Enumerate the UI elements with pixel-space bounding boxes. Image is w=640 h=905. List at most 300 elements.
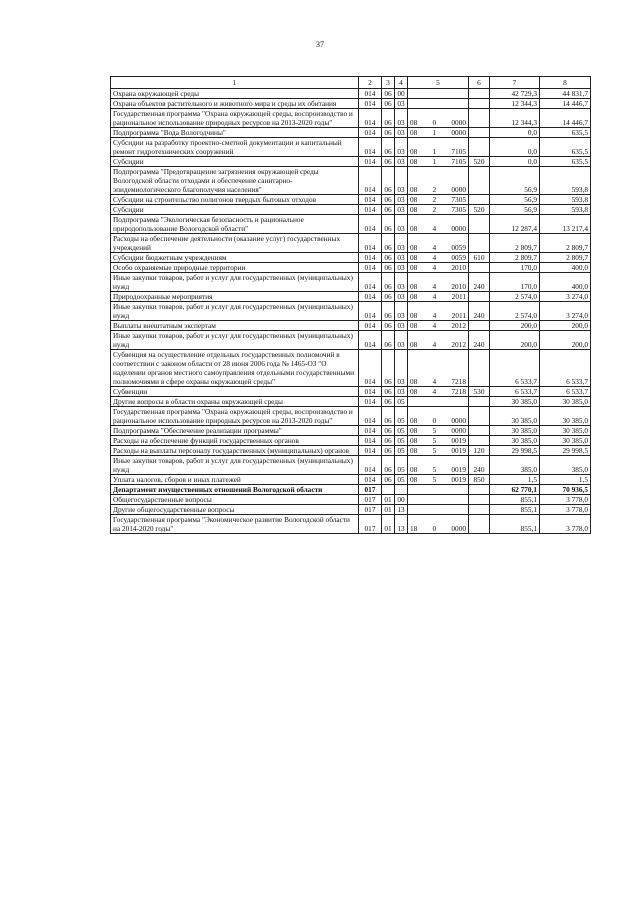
target-article-part: 2012 — [451, 321, 466, 330]
ministry-code: 014 — [359, 331, 382, 350]
target-article-part: 08 — [410, 205, 418, 214]
target-article-part: 08 — [410, 128, 418, 137]
row-name: Иные закупки товаров, работ и услуг для государственных (муниципальных) нужд — [111, 302, 359, 321]
subsection-code: 03 — [395, 234, 408, 253]
row-name: Субсидии — [111, 157, 359, 167]
table-row — [111, 167, 591, 195]
table-row — [111, 426, 591, 436]
target-article-part: 08 — [410, 311, 418, 320]
target-article-part: 0000 — [451, 128, 466, 137]
subsection-code: 03 — [395, 350, 408, 387]
header-cell: 6 — [469, 77, 490, 89]
row-name: Уплата налогов, сборов и иных платежей — [111, 475, 359, 485]
header-cell: 5 — [408, 77, 469, 89]
target-article-code — [408, 331, 469, 350]
section-code: 06 — [382, 195, 395, 205]
amount-2016: 3 778,0 — [540, 495, 591, 505]
target-article-code — [408, 387, 469, 397]
expense-type-code — [469, 407, 490, 426]
target-article-part: 2010 — [451, 263, 466, 272]
section-code: 06 — [382, 205, 395, 215]
amount-2015: 6 533,7 — [490, 350, 540, 387]
target-article-code — [408, 234, 469, 253]
target-article-code — [408, 436, 469, 446]
amount-2015: 56,9 — [490, 205, 540, 215]
row-name: Субсидии на строительство полигонов твердых бытовых отходов — [111, 195, 359, 205]
header-cell: 4 — [395, 77, 408, 89]
expense-type-code — [469, 292, 490, 302]
table-row — [111, 387, 591, 397]
ministry-code: 014 — [359, 138, 382, 157]
amount-2015: 42 729,3 — [490, 89, 540, 99]
section-code: 06 — [382, 426, 395, 436]
table-row — [111, 292, 591, 302]
section-code: 06 — [382, 350, 395, 387]
target-article-part: 2 — [432, 195, 437, 204]
amount-2016: 635,5 — [540, 157, 591, 167]
table-row — [111, 515, 591, 534]
ministry-code: 014 — [359, 446, 382, 456]
target-article-part: 4 — [432, 321, 437, 330]
target-article-code — [408, 456, 469, 475]
row-name: Особо охраняемые природные территории — [111, 263, 359, 273]
target-article-part: 08 — [410, 321, 418, 330]
amount-2016: 593,8 — [540, 167, 591, 195]
target-article-code — [408, 205, 469, 215]
target-article-code — [408, 321, 469, 331]
row-name: Природоохранные мероприятия — [111, 292, 359, 302]
amount-2015: 200,0 — [490, 331, 540, 350]
target-article-part: 7305 — [451, 195, 466, 204]
target-article-part: 08 — [410, 243, 418, 252]
amount-2015: 29 998,5 — [490, 446, 540, 456]
expense-type-code — [469, 99, 490, 109]
target-article-part: 08 — [410, 147, 418, 156]
table-row — [111, 109, 591, 128]
amount-2015: 200,0 — [490, 321, 540, 331]
target-article-code — [408, 407, 469, 426]
header-cell: 8 — [540, 77, 591, 89]
target-article-part: 08 — [410, 377, 418, 386]
target-article-part: 4 — [432, 253, 437, 262]
budget-table — [110, 76, 591, 534]
section-code: 06 — [382, 331, 395, 350]
target-article-part: 2011 — [451, 311, 466, 320]
ministry-code: 014 — [359, 436, 382, 446]
table-row — [111, 505, 591, 515]
row-name: Государственная программа "Охрана окружающей среды, воспроизводство и рациональное использование природных ресурсов на 2013-2020 годы" — [111, 407, 359, 426]
amount-2016: 3 274,0 — [540, 292, 591, 302]
target-article-part: 5 — [432, 436, 437, 445]
section-code: 06 — [382, 138, 395, 157]
table-row — [111, 321, 591, 331]
row-name: Субсидии на разработку проектно-сметной документации и капитальный ремонт гидротехнических сооружений — [111, 138, 359, 157]
subsection-code: 05 — [395, 407, 408, 426]
table-row — [111, 456, 591, 475]
amount-2015: 170,0 — [490, 263, 540, 273]
row-name: Выплаты внештатным экспертам — [111, 321, 359, 331]
expense-type-code: 240 — [469, 273, 490, 292]
target-article-part: 0 — [432, 118, 437, 127]
table-row — [111, 215, 591, 234]
expense-type-code: 610 — [469, 253, 490, 263]
target-article-part: 08 — [410, 465, 418, 474]
section-code: 06 — [382, 157, 395, 167]
ministry-code: 014 — [359, 475, 382, 485]
amount-2016: 2 809,7 — [540, 234, 591, 253]
ministry-code: 017 — [359, 515, 382, 534]
row-name: Подпрограмма "Предотвращение загрязнения окружающей среды Вологодской области отходами и обеспечение санитарно-эпидемиологического благополучия населения" — [111, 167, 359, 195]
amount-2016: 1,5 — [540, 475, 591, 485]
target-article-code — [408, 350, 469, 387]
amount-2016: 44 831,7 — [540, 89, 591, 99]
target-article-part: 0 — [432, 416, 437, 425]
amount-2015: 30 385,0 — [490, 436, 540, 446]
target-article-part: 08 — [410, 253, 418, 262]
target-article-part: 0059 — [451, 243, 466, 252]
target-article-part: 08 — [410, 416, 418, 425]
ministry-code: 017 — [359, 495, 382, 505]
target-article-part: 08 — [410, 436, 418, 445]
table-row — [111, 99, 591, 109]
subsection-code: 05 — [395, 456, 408, 475]
row-name: Другие общегосударственные вопросы — [111, 505, 359, 515]
expense-type-code — [469, 263, 490, 273]
subsection-code: 03 — [395, 331, 408, 350]
amount-2015: 30 385,0 — [490, 426, 540, 436]
amount-2015: 2 574,0 — [490, 292, 540, 302]
amount-2015: 170,0 — [490, 273, 540, 292]
target-article-code — [408, 167, 469, 195]
amount-2016: 13 217,4 — [540, 215, 591, 234]
row-name: Иные закупки товаров, работ и услуг для государственных (муниципальных) нужд — [111, 273, 359, 292]
amount-2015: 56,9 — [490, 195, 540, 205]
expense-type-code — [469, 215, 490, 234]
target-article-part: 0000 — [451, 524, 466, 533]
ministry-code: 014 — [359, 205, 382, 215]
amount-2015: 12 344,3 — [490, 109, 540, 128]
section-code: 06 — [382, 128, 395, 138]
ministry-code: 017 — [359, 485, 382, 495]
target-article-code — [408, 446, 469, 456]
amount-2016: 14 446,7 — [540, 109, 591, 128]
table-row — [111, 128, 591, 138]
section-code: 06 — [382, 99, 395, 109]
target-article-part: 1 — [432, 128, 437, 137]
target-article-code — [408, 475, 469, 485]
row-name: Департамент имущественных отношений Вологодской области — [111, 485, 359, 495]
expense-type-code — [469, 350, 490, 387]
amount-2015: 30 385,0 — [490, 407, 540, 426]
ministry-code: 014 — [359, 167, 382, 195]
target-article-part: 08 — [410, 426, 418, 435]
amount-2015: 855,1 — [490, 515, 540, 534]
target-article-part: 18 — [410, 524, 418, 533]
subsection-code: 03 — [395, 302, 408, 321]
amount-2015: 2 574,0 — [490, 302, 540, 321]
subsection-code: 03 — [395, 263, 408, 273]
target-article-code — [408, 99, 469, 109]
target-article-part: 08 — [410, 224, 418, 233]
expense-type-code — [469, 138, 490, 157]
expense-type-code: 240 — [469, 331, 490, 350]
ministry-code: 014 — [359, 253, 382, 263]
ministry-code: 014 — [359, 321, 382, 331]
target-article-code — [408, 495, 469, 505]
amount-2015: 30 385,0 — [490, 397, 540, 407]
ministry-code: 014 — [359, 350, 382, 387]
target-article-code — [408, 273, 469, 292]
subsection-code: 03 — [395, 157, 408, 167]
target-article-part: 08 — [410, 263, 418, 272]
subsection-code: 05 — [395, 475, 408, 485]
section-code: 06 — [382, 475, 395, 485]
target-article-part: 08 — [410, 292, 418, 301]
row-name: Другие вопросы в области охраны окружающей среды — [111, 397, 359, 407]
expense-type-code — [469, 485, 490, 495]
row-name: Субсидии — [111, 205, 359, 215]
target-article-code — [408, 157, 469, 167]
section-code: 06 — [382, 321, 395, 331]
amount-2015: 12 287,4 — [490, 215, 540, 234]
target-article-code — [408, 89, 469, 99]
amount-2016: 14 446,7 — [540, 99, 591, 109]
expense-type-code — [469, 89, 490, 99]
target-article-part: 08 — [410, 282, 418, 291]
ministry-code: 014 — [359, 128, 382, 138]
amount-2016: 30 385,0 — [540, 397, 591, 407]
amount-2016: 400,0 — [540, 263, 591, 273]
ministry-code: 014 — [359, 215, 382, 234]
section-code: 06 — [382, 234, 395, 253]
target-article-code — [408, 302, 469, 321]
ministry-code: 017 — [359, 505, 382, 515]
target-article-part: 08 — [410, 446, 418, 455]
expense-type-code — [469, 109, 490, 128]
expense-type-code: 120 — [469, 446, 490, 456]
amount-2015: 56,9 — [490, 167, 540, 195]
target-article-part: 08 — [410, 475, 418, 484]
row-name: Государственная программа "Охрана окружающей среды, воспроизводство и рациональное использование природных ресурсов на 2013-2020 годы" — [111, 109, 359, 128]
target-article-part: 1 — [432, 147, 437, 156]
target-article-part: 0019 — [451, 475, 466, 484]
target-article-part: 08 — [410, 195, 418, 204]
row-name: Подпрограмма "Обеспечение реализации программы" — [111, 426, 359, 436]
section-code: 06 — [382, 387, 395, 397]
target-article-part: 2011 — [451, 292, 466, 301]
expense-type-code — [469, 426, 490, 436]
section-code: 06 — [382, 446, 395, 456]
target-article-part: 4 — [432, 224, 437, 233]
target-article-part: 0019 — [451, 446, 466, 455]
target-article-part: 7218 — [451, 377, 466, 386]
section-code — [382, 485, 395, 495]
target-article-part: 4 — [432, 243, 437, 252]
target-article-part: 5 — [432, 475, 437, 484]
amount-2016: 200,0 — [540, 331, 591, 350]
table-row — [111, 138, 591, 157]
table-row — [111, 157, 591, 167]
row-name: Подпрограмма "Экологическая безопасность и рациональное природопользование Вологодской области" — [111, 215, 359, 234]
target-article-part: 0059 — [451, 253, 466, 262]
row-name: Субвенции — [111, 387, 359, 397]
section-code: 06 — [382, 456, 395, 475]
table-row — [111, 89, 591, 99]
expense-type-code: 520 — [469, 157, 490, 167]
section-code: 06 — [382, 167, 395, 195]
subsection-code: 05 — [395, 397, 408, 407]
amount-2016: 635,5 — [540, 128, 591, 138]
expense-type-code: 850 — [469, 475, 490, 485]
target-article-part: 7218 — [451, 387, 466, 396]
ministry-code: 014 — [359, 456, 382, 475]
table-row — [111, 407, 591, 426]
target-article-code — [408, 292, 469, 302]
subsection-code: 03 — [395, 292, 408, 302]
section-code: 06 — [382, 215, 395, 234]
target-article-part: 0000 — [451, 185, 466, 194]
ministry-code: 014 — [359, 157, 382, 167]
subsection-code: 03 — [395, 253, 408, 263]
section-code: 06 — [382, 109, 395, 128]
section-code: 06 — [382, 273, 395, 292]
target-article-code — [408, 195, 469, 205]
amount-2016: 6 533,7 — [540, 350, 591, 387]
amount-2015: 12 344,3 — [490, 99, 540, 109]
section-code: 01 — [382, 495, 395, 505]
ministry-code: 014 — [359, 99, 382, 109]
target-article-part: 7305 — [451, 205, 466, 214]
row-name: Охрана объектов растительного и животного мира и среды их обитания — [111, 99, 359, 109]
table-row — [111, 485, 591, 495]
row-name: Иные закупки товаров, работ и услуг для государственных (муниципальных) нужд — [111, 331, 359, 350]
table-row — [111, 234, 591, 253]
target-article-part: 2012 — [451, 340, 466, 349]
target-article-code — [408, 109, 469, 128]
amount-2015: 62 770,1 — [490, 485, 540, 495]
target-article-part: 5 — [432, 446, 437, 455]
amount-2016: 385,0 — [540, 456, 591, 475]
subsection-code: 03 — [395, 205, 408, 215]
subsection-code: 03 — [395, 195, 408, 205]
target-article-part: 4 — [432, 292, 437, 301]
ministry-code: 014 — [359, 292, 382, 302]
subsection-code: 05 — [395, 446, 408, 456]
target-article-code — [408, 215, 469, 234]
target-article-part: 0000 — [451, 224, 466, 233]
table-row — [111, 475, 591, 485]
row-name: Государственная программа "Экономическое развитие Вологодской области на 2014-2020 годы" — [111, 515, 359, 534]
target-article-part: 0019 — [451, 436, 466, 445]
target-article-part: 08 — [410, 387, 418, 396]
target-article-part: 2 — [432, 205, 437, 214]
table-row — [111, 495, 591, 505]
header-cell: 1 — [111, 77, 359, 89]
ministry-code: 014 — [359, 407, 382, 426]
row-name: Общегосударственные вопросы — [111, 495, 359, 505]
header-cell: 3 — [382, 77, 395, 89]
amount-2016: 635,5 — [540, 138, 591, 157]
expense-type-code — [469, 195, 490, 205]
amount-2015: 855,1 — [490, 495, 540, 505]
section-code: 06 — [382, 292, 395, 302]
subsection-code: 00 — [395, 495, 408, 505]
target-article-code — [408, 505, 469, 515]
section-code: 01 — [382, 505, 395, 515]
target-article-part: 2 — [432, 185, 437, 194]
expense-type-code: 520 — [469, 205, 490, 215]
target-article-code — [408, 485, 469, 495]
ministry-code: 014 — [359, 109, 382, 128]
row-name: Расходы на обеспечение деятельности (оказание услуг) государственных учреждений — [111, 234, 359, 253]
expense-type-code — [469, 128, 490, 138]
target-article-code — [408, 426, 469, 436]
ministry-code: 014 — [359, 426, 382, 436]
target-article-code — [408, 263, 469, 273]
header-row — [111, 77, 591, 89]
ministry-code: 014 — [359, 263, 382, 273]
amount-2016: 200,0 — [540, 321, 591, 331]
subsection-code: 03 — [395, 138, 408, 157]
amount-2015: 2 809,7 — [490, 234, 540, 253]
target-article-part: 4 — [432, 282, 437, 291]
row-name: Субвенция на осуществление отдельных государственных полномочий в соответствии с законом области от 28 июня 2006 года № 1465-ОЗ "О наделении органов местного самоуправления отдельными государственными полномочиями в сфере охраны окружающей среды" — [111, 350, 359, 387]
row-name: Расходы на обеспечение функций государственных органов — [111, 436, 359, 446]
table-row — [111, 436, 591, 446]
section-code: 06 — [382, 263, 395, 273]
target-article-part: 4 — [432, 340, 437, 349]
expense-type-code: 240 — [469, 456, 490, 475]
ministry-code: 014 — [359, 234, 382, 253]
row-name: Субсидии бюджетным учреждениям — [111, 253, 359, 263]
target-article-part: 08 — [410, 118, 418, 127]
section-code: 01 — [382, 515, 395, 534]
subsection-code: 05 — [395, 426, 408, 436]
amount-2016: 6 533,7 — [540, 387, 591, 397]
ministry-code: 014 — [359, 89, 382, 99]
amount-2016: 30 385,0 — [540, 407, 591, 426]
subsection-code: 03 — [395, 321, 408, 331]
amount-2016: 3 274,0 — [540, 302, 591, 321]
expense-type-code — [469, 234, 490, 253]
amount-2016: 3 778,0 — [540, 505, 591, 515]
amount-2016: 400,0 — [540, 273, 591, 292]
subsection-code: 03 — [395, 99, 408, 109]
amount-2015: 1,5 — [490, 475, 540, 485]
target-article-part: 4 — [432, 387, 437, 396]
subsection-code — [395, 485, 408, 495]
section-code: 06 — [382, 397, 395, 407]
header-cell: 2 — [359, 77, 382, 89]
ministry-code: 014 — [359, 397, 382, 407]
subsection-code: 05 — [395, 436, 408, 446]
page-number: 37 — [316, 40, 324, 49]
amount-2016: 70 936,5 — [540, 485, 591, 495]
target-article-part: 4 — [432, 377, 437, 386]
table-row — [111, 273, 591, 292]
ministry-code: 014 — [359, 273, 382, 292]
table-body — [111, 89, 591, 534]
subsection-code: 03 — [395, 273, 408, 292]
target-article-part: 2010 — [451, 282, 466, 291]
amount-2016: 593,8 — [540, 195, 591, 205]
expense-type-code — [469, 505, 490, 515]
ministry-code: 014 — [359, 387, 382, 397]
subsection-code: 03 — [395, 109, 408, 128]
target-article-code — [408, 515, 469, 534]
target-article-part: 0 — [432, 524, 437, 533]
amount-2015: 2 809,7 — [490, 253, 540, 263]
